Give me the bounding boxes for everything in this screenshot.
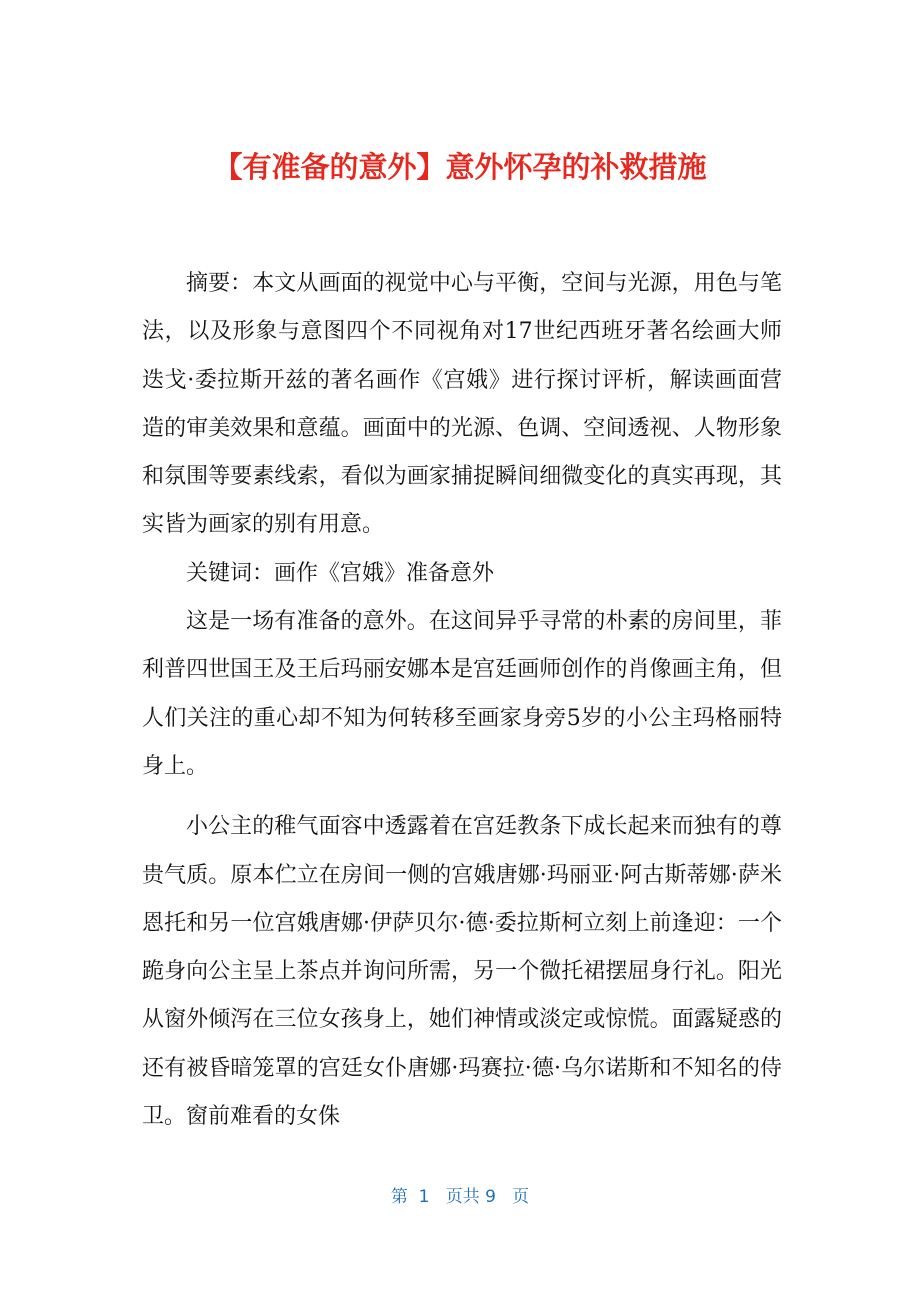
body-paragraph: 小公主的稚气面容中透露着在宫廷教条下成长起来而独有的尊贵气质。原本伫立在房间一侧的宫娥唐娜·玛丽亚·阿古斯蒂娜·萨米恩托和另一位宫娥唐娜·伊萨贝尔·德·委拉斯柯立刻上前逢迎：一个跪身向公主呈上茶点并询问所需，另一个微托裙摆屈身行礼。阳光从窗外倾泻在三位女孩身上，她们神情或淡定或惊慌。面露疑惑的还有被昏暗笼罩的宫廷女仆唐娜·玛赛拉·德·乌尔诺斯和不知名的侍卫。窗前难看的女侏 xyxy=(142,814,782,1130)
document-title: 【有准备的意外】意外怀孕的补救措施 xyxy=(213,150,707,184)
keywords-paragraph: 关键词：画作《宫娥》准备意外 xyxy=(186,560,495,586)
page-number-footer: 第 1 页共 9 页 xyxy=(390,1187,530,1207)
abstract-paragraph: 摘要：本文从画面的视觉中心与平衡，空间与光源，用色与笔法，以及形象与意图四个不同视角对17世纪西班牙著名绘画大师迭戈·委拉斯开兹的著名画作《宫娥》进行探讨评析，解读画面营造的审美效果和意蕴。画面中的光源、色调、空间透视、人物形象和氛围等要素线索，看似为画家捕捉瞬间细微变化的真实再现，其实皆为画家的别有用意。 xyxy=(142,271,782,538)
document-body xyxy=(142,260,782,1141)
body-paragraph: 这是一场有准备的意外。在这间异乎寻常的朴素的房间里，菲利普四世国王及王后玛丽安娜本是宫廷画师创作的肖像画主角，但人们关注的重心却不知为何转移至画家身旁5岁的小公主玛格丽特身上。 xyxy=(142,609,782,779)
